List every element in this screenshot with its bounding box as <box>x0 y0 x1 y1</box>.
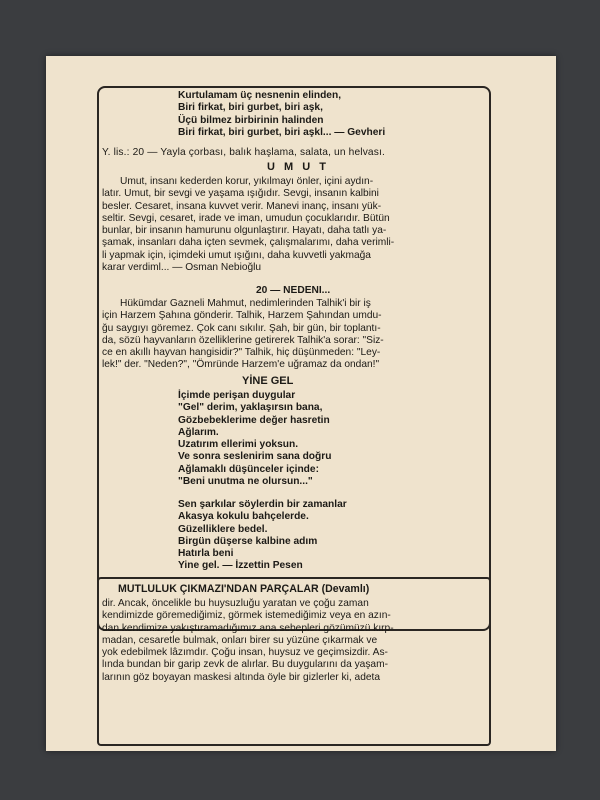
poem-line: Biri firkat, biri gurbet, biri aşk, <box>178 102 323 114</box>
poem-line: Yine gel. — İzzettin Pesen <box>178 560 303 572</box>
umut-title: U M U T <box>267 161 329 173</box>
text-line: larının göz boyayan maskesi altında öyle bir gizlerler ki, adeta <box>102 671 381 683</box>
neden-title: 20 — NEDENI... <box>256 285 331 296</box>
text-line: da, sözü hayvanların özelliklerine getirerek Talhik'a sorar: "Siz- <box>102 334 384 346</box>
poem-line: Ve sonra seslenirim sana doğru <box>178 451 332 463</box>
text-line: latır. Umut, bir sevgi ve yaşama ışığıdır. Sevgi, insanın kalbini <box>102 188 379 200</box>
text-line: kendimizde göremediğimiz, görmek istemediğimiz veya en azın- <box>102 610 391 622</box>
text-line: karar verdiml... — Osman Nebioğlu <box>102 262 262 274</box>
poem-line: Ağlamaklı düşünceler içinde: <box>178 463 319 475</box>
text-line: Umut, insanı kederden korur, yıkılmayı önler, içini aydın- <box>120 176 374 187</box>
magazine-page <box>46 56 556 751</box>
yine-gel-title: YİNE GEL <box>242 375 294 387</box>
poem-line: Ağlarım. <box>178 426 219 438</box>
mutluluk-title: MUTLULUK ÇIKMAZI'NDAN PARÇALAR (Devamlı) <box>118 583 370 595</box>
neden-body <box>102 298 482 372</box>
menu-line: Y. lis.: 20 — Yayla çorbası, balık haşlama, salata, un helvası. <box>102 147 385 158</box>
poem-line: Sen şarkılar söylerdin bir zamanlar <box>178 499 347 510</box>
poem-line: Güzelliklere bedel. <box>178 523 268 535</box>
text-line: bunlar, bir insanın hamurunu olgunlaştırır. Hayatı, daha tatlı ya- <box>102 225 387 237</box>
poem-line: "Beni unutma ne olursun..." <box>178 476 313 488</box>
text-line: ce en akıllı hayvan hangisidir?" Talhik, hiç düşünmeden: "Ley- <box>102 347 381 359</box>
text-line: li yapmak için, içimdeki umut ışığını, daha kuvvetli yakmağa <box>102 249 371 261</box>
text-line: dir. Ancak, öncelikle bu huysuzluğu yaratan ve çoğu zaman <box>102 598 369 609</box>
text-line: madan, cesaretle bulmak, onları birer su yüzüne çıkarmak ve <box>102 634 378 646</box>
opening-poem <box>178 90 385 139</box>
poem-line: Akasya kokulu bahçelerde. <box>178 511 309 523</box>
poem-line: İçimde perişan duygular <box>178 390 296 401</box>
poem-line: "Gel" derim, yaklaşırsın bana, <box>178 402 323 414</box>
text-line: Hükümdar Gazneli Mahmut, nedimlerinden Talhik'i bir iş <box>120 298 371 309</box>
text-line: yok edebilmek lâzımdır. Çoğu insan, huysuz ve geçimsizdir. As- <box>102 647 388 659</box>
text-line: seltir. Sevgi, cesaret, irade ve iman, umudun çocuklarıdır. Bütün <box>102 212 390 224</box>
umut-body <box>102 176 482 274</box>
poem-line: Hatırla beni <box>178 548 234 560</box>
poem-line: Birgün düşerse kalbine adım <box>178 535 318 547</box>
text-line: için Harzem Şahına gönderir. Talhik, Harzem Şahından umdu- <box>102 310 382 322</box>
yine-gel-stanza-2 <box>178 499 347 573</box>
poem-line: Kurtulamam üç nesnenin elinden, <box>178 90 342 101</box>
text-line: lek!" der. "Neden?", "Ömründe Harzem'e uğramaz da ondan!" <box>102 359 380 371</box>
text-line: ğu saygıyı göremez. Çok canı sıkılır. Şah, bir gün, bir toplantı- <box>102 322 381 334</box>
text-line: şamak, insanları daha içten sevmek, çalışmalarımı, daha verimli- <box>102 237 395 249</box>
poem-line: Gözbebeklerime değer hasretin <box>178 414 330 426</box>
text-line: besler. Cesaret, insana kuvvet verir. Manevi inanç, insanı yük- <box>102 200 382 212</box>
poem-line: Biri firkat, biri gurbet, biri aşkl... — Gevheri <box>178 126 386 138</box>
mutluluk-body <box>102 598 482 684</box>
poem-line: Uzatırım ellerimi yoksun. <box>178 439 299 451</box>
text-line: dan kendimize yakıştıramadığımız ana sebepleri gözümüzü kırp- <box>102 622 394 634</box>
text-line: lında bundan bir garip zevk de alırlar. Bu duygularını da yaşam- <box>102 659 388 671</box>
poem-line: Üçü bilmez birbirinin halinden <box>178 114 324 126</box>
yine-gel-stanza-1 <box>178 390 331 488</box>
